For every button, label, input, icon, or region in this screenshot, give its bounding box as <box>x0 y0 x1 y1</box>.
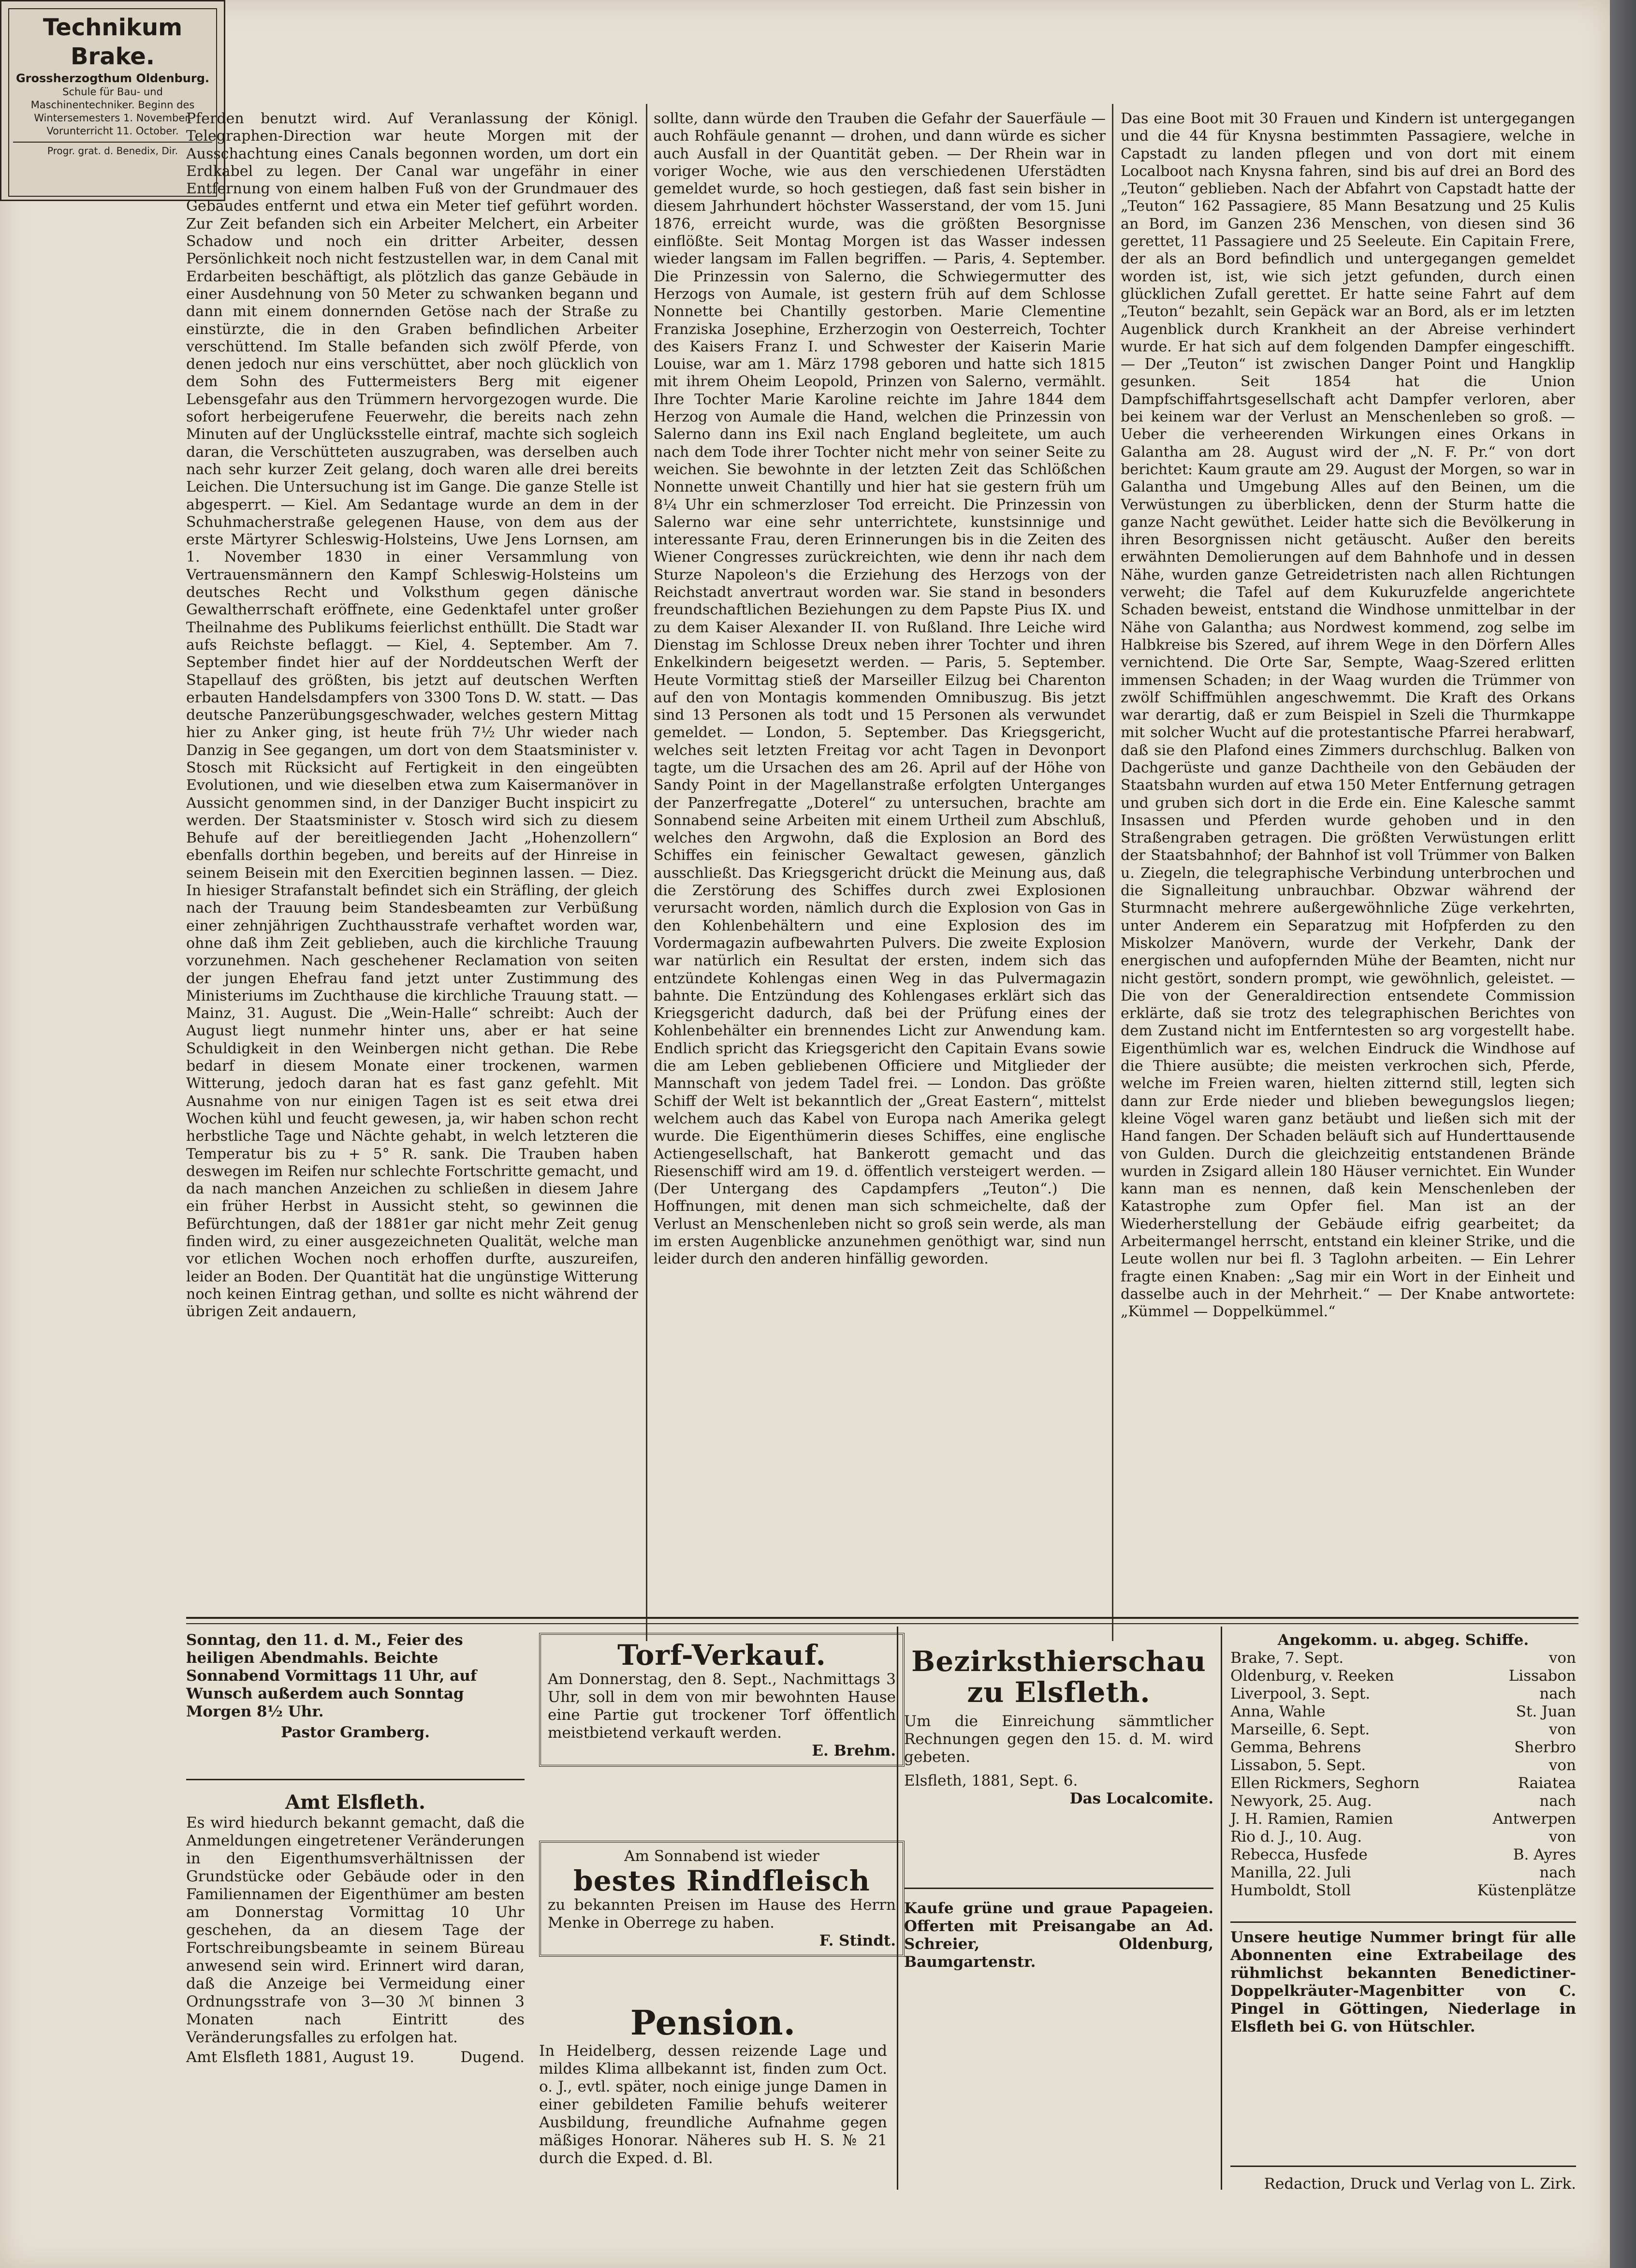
ad-text: Kaufe grüne und graue Papageien. Offerten mit Preisangabe an Ad. Schreier, Oldenburg, Baumgartenstr. <box>904 1900 1213 1971</box>
ad-text: Schule für Bau- und Maschinentechniker. Beginn des Wintersemesters 1. November. Vorunterricht 11. October. <box>30 86 195 137</box>
ad-footer: Progr. grat. d. Benedix, Dir. <box>13 142 212 157</box>
article-column-2 <box>654 110 1106 1604</box>
ad-title: bestes Rindfleisch <box>573 1864 870 1897</box>
ship-row <box>1230 1774 1576 1792</box>
column-rule <box>646 104 647 1641</box>
ad-text: Es wird hiedurch bekannt gemacht, daß die Anmeldungen eingetretener Veränderungen in den Eigenthumsverhältnissen der Grundstücke oder Gebäude oder in den Familiennamen der Eigenthümer am besten am Donnerstag Vormittag 10 Uhr geschehen, da an diesem Tage der Fortschreibungsbeamte in seinem Büreau anwesend sein wird. Erinnert wird daran, daß die Anzeige bei Vermeidung einer Ordnungsstrafe von 3—30 ℳ binnen 3 Monaten nach Eintritt des Veränderungsfalles zu erfolgen hat. <box>186 1814 525 2046</box>
imprint: Redaction, Druck und Verlag von L. Zirk. <box>1264 2175 1576 2193</box>
ad-title: Amt Elsfleth. <box>285 1791 425 1814</box>
ad-subtitle: Grossherzogthum Oldenburg. <box>15 72 209 85</box>
ad-schiffsliste <box>1230 1631 1576 1900</box>
ship-dir: St. Juan <box>1516 1703 1576 1720</box>
ad-footer-right: Dugend. <box>460 2049 525 2066</box>
ship-dir: von <box>1548 1757 1576 1774</box>
article-column-3 <box>1121 110 1575 1604</box>
column-text: Das eine Boot mit 30 Frauen und Kindern ist untergegangen und die 44 für Knysna bestimmten Passagiere, welche in Capstadt zu landen pflegen und von dort mit einem Localboot nach Knysna fahren, sind bis auf drei an Bord des „Teuton“ geblieben. Nach der Abfahrt von Capstadt hatte der „Teuton“ 162 Passagiere, 85 Mann Besatzung und 25 Kulis an Bord, im Ganzen 236 Menschen, von diesen sind 36 gerettet, 11 Passagiere und 25 Seeleute. Ein Capitain Frere, der als an Bord befindlich und untergegangen gemeldet worden ist, ist, wie sich jetzt gefunden, durch einen glücklichen Zufall gerettet. Er hatte seine Fahrt auf dem „Teuton“ bezahlt, sein Gepäck war an Bord, als er im letzten Augenblick durch Krankheit an der Abreise verhindert wurde. Er hat sich auf dem folgenden Dampfer eingeschifft. — Der „Teuton“ ist zwischen Danger Point und Hangklip gesunken. Seit 1854 hat die Union Dampfschiffahrtsgesellschaft acht Dampfer verloren, aber bei keinem war der Verlust an Menschenleben so groß. — Ueber die verheerenden Wirkungen eines Orkans in Galantha am 28. August wird der „N. F. Pr.“ von dort berichtet: Kaum graute am 29. August der Morgen, so war in Galantha und Umgebung Alles auf den Beinen, um die Verwüstungen zu überblicken, denn der Sturm hatte die ganze Nacht gewüthet. Leider hatte sich die Bevölkerung in ihren Besorgnissen nicht getäuscht. Außer den bereits erwähnten Demolierungen auf dem Bahnhofe und in dessen Nähe, wurden ganze Getreidetristen nach allen Richtungen verweht; die Tafel auf dem Kukuruzfelde angerichtete Schaden beweist, entstand die Windhose unmittelbar in der Nähe von Galantha; aus Nordwest kommend, zog selbe im Halbkreise bis Szered, auf ihrem Wege in den Dörfern Alles vernichtend. Die Orte Sar, Sempte, Waag-Szered erlitten immensen Schaden; in der Waag wurden die Trümmer von zwölf Schiffmühlen angeschwemmt. Die Kraft des Orkans war derartig, daß er zum Beispiel in Szeli die Thurmkappe mit solcher Wucht auf die protestantische Pfarrei herabwarf, daß sie den Plafond eines Zimmers durchschlug. Balken von Dachgerüste und ganze Dachtheile von den Gebäuden der Staatsbahn wurden auf etwa 150 Meter Entfernung getragen und gruben sich dort in die Erde ein. Eine Kalesche sammt Insassen und Pferden wurde gehoben und in den Straßengraben getragen. Die größten Verwüstungen erlitt der Staatsbahnhof; der Bahnhof ist voll Trümmer von Balken u. Ziegeln, die telegraphische Verbindung unterbrochen und die Signalleitung unbrauchbar. Obzwar während der Sturmnacht mehrere außergewöhnliche Züge verkehrten, unter Anderem ein Separatzug mit Hofpferden zu den Miskolzer Manövern, wurde der Verkehr, Dank der energischen und aufopfernden Mühe der Beamten, nicht nur nicht gestört, sondern prompt, wie gewöhnlich, geleistet. — Die von der Generaldirection entsendete Commission erklärte, daß sie trotz des telegraphischen Berichtes von dem Zustand nicht im Entferntesten so arg vorgestellt habe. Eigenthümlich war es, welchen Eindruck die Windhose auf die Thiere ausübte; die meisten verkrochen sich, Pferde, welche im Freien waren, hielten zitternd still, legten sich dann zur Erde nieder und blieben bewegungslos liegen; kleine Vögel waren ganz betäubt und ließen sich mit der Hand fangen. Der Schaden beläuft sich auf Hunderttausende von Gulden. Durch die gleichzeitig entstandenen Brände wurden in Zsigard allein 180 Häuser vernichtet. Ein Wunder kann man es nennen, daß kein Menschenleben der Katastrophe zum Opfer fiel. Man ist an der Wiederherstellung der Gebäude eifrig gearbeitet; da Arbeitermangel herrscht, entstand ein kleiner Strike, und die Leute wollen nur bei fl. 3 Taglohn arbeiten. — Ein Lehrer fragte einen Knaben: „Sag mir ein Wort in der Einheit und dasselbe auch in der Mehrheit.“ — Der Knabe antwortete: „Kümmel — Doppelkümmel.“ <box>1121 110 1575 1321</box>
ship-row <box>1230 1649 1576 1667</box>
ad-signature: Pastor Gramberg. <box>280 1724 430 1741</box>
article-column-1 <box>186 110 638 1604</box>
ad-text: In Heidelberg, dessen reizende Lage und mildes Klima allbekannt ist, finden zum Oct. o. J., evtl. später, noch einige junge Damen in einer gebildeten Familie behufs weiterer Ausbildung, freundliche Aufnahme gegen mäßiges Honorar. Näheres sub H. S. № 21 durch die Exped. d. Bl. <box>539 2042 887 2167</box>
ship-dir: nach <box>1539 1864 1576 1881</box>
ship-port: Manilla, 22. Juli <box>1230 1864 1351 1881</box>
ad-text: Um die Einreichung sämmtlicher Rechnungen gegen den 15. d. M. wird gebeten. <box>904 1713 1213 1766</box>
ship-dir: von <box>1548 1721 1576 1738</box>
ship-port: Gemma, Behrens <box>1230 1739 1361 1756</box>
ad-amt-elsfleth <box>186 1791 525 2066</box>
ship-dir: Antwerpen <box>1492 1810 1576 1828</box>
ad-divider <box>904 1888 1213 1889</box>
ad-column-rule <box>1221 1627 1222 2190</box>
ad-papageien <box>904 1900 1213 1971</box>
ship-dir: von <box>1548 1649 1576 1667</box>
ad-beilage-notice <box>1230 1929 1576 2036</box>
ad-intro: Am Sonnabend ist wieder <box>624 1847 819 1865</box>
page-edge-shadow <box>1610 0 1636 2268</box>
ship-row <box>1230 1882 1576 1900</box>
column-rule <box>1112 104 1113 1641</box>
ad-signature: F. Stindt. <box>819 1932 896 1949</box>
ship-port: Humboldt, Stoll <box>1230 1882 1351 1899</box>
ad-date: Elsfleth, 1881, Sept. 6. <box>904 1772 1078 1789</box>
column-text: sollte, dann würde den Trauben die Gefahr der Sauerfäule — auch Rohfäule genannt — drohen, und dann würde es sicher auch Ausfall in der Quantität geben. — Der Rhein war in voriger Woche, wie aus den verschiedenen Uferstädten gemeldet wurde, so hoch gestiegen, daß fast sein bisher in diesem Jahrhundert höchster Wasserstand, der vom 15. Juni 1876, erreicht wurde, was die größten Besorgnisse einflößte. Seit Montag Morgen ist das Wasser indessen wieder langsam im Fallen begriffen. — Paris, 4. September. Die Prinzessin von Salerno, die Schwiegermutter des Herzogs von Aumale, ist gestern früh auf dem Schlosse Nonnette bei Chantilly gestorben. Marie Clementine Franziska Josephine, Erzherzogin von Oesterreich, Tochter des Kaisers Franz I. und Schwester der Kaiserin Marie Louise, war am 1. März 1798 geboren und hatte sich 1815 mit ihrem Oheim Leopold, Prinzen von Salerno, vermählt. Ihre Tochter Marie Karoline reichte im Jahre 1844 dem Herzog von Aumale die Hand, welchen die Prinzessin von Salerno dann ins Exil nach England begleitete, um auch nach dem Tode ihrer Tochter nicht mehr von seiner Seite zu weichen. Sie bewohnte in der letzten Zeit das Schlößchen Nonnette unweit Chantilly und hier hat sie gestern früh um 8¼ Uhr ein schmerzloser Tod erreicht. Die Prinzessin von Salerno war eine sehr unterrichtete, kunstsinnige und interessante Frau, deren Erinnerungen bis in die Zeiten des Wiener Congresses zurückreichten, wie denn ihr nach dem Sturze Napoleon's die Erziehung des Herzogs von der Reichstadt anvertraut worden war. Sie stand in besonders freundschaftlichen Beziehungen zu dem Papste Pius IX. und zu dem Kaiser Alexander II. von Rußland. Ihre Leiche wird Dienstag im Schlosse Dreux neben ihrer Tochter und ihren Enkelkindern beigesetzt werden. — Paris, 5. September. Heute Vormittag stieß der Marseiller Eilzug bei Charenton auf den von Montagis kommenden Omnibuszug. Bis jetzt sind 13 Personen als todt und 15 Personen als verwundet gemeldet. — London, 5. September. Das Kriegsgericht, welches seit letzten Freitag vor acht Tagen in Devonport tagte, um die Ursachen des am 26. April auf der Höhe von Sandy Point in der Magellanstraße erfolgten Unterganges der Panzerfregatte „Doterel“ zu untersuchen, brachte am Sonnabend seine Arbeiten mit einem Urtheil zum Abschluß, welches den Argwohn, daß die Explosion an Bord des Schiffes ein feinischer Gewaltact gewesen, gänzlich ausschließt. Das Kriegsgericht drückt die Meinung aus, daß die Zerstörung des Schiffes durch zwei Explosionen verursacht worden, nämlich durch die Explosion von Gas in den Kohlenbehältern und eine Explosion des im Vordermagazin aufbewahrten Pulvers. Die zweite Explosion war natürlich ein Resultat der ersten, indem sich das entzündete Kohlengas einen Weg in das Pulvermagazin bahnte. Die Entzündung des Kohlengases erklärt sich das Kriegsgericht dadurch, daß bei der Prüfung eines der Kohlenbehälter ein brennendes Licht zur Anwendung kam. Endlich spricht das Kriegsgericht den Capitain Evans sowie die am Leben gebliebenen Officiere und Mitglieder der Mannschaft von jedem Tadel frei. — London. Das größte Schiff der Welt ist bekanntlich der „Great Eastern“, mittelst welchem auch das Kabel von Europa nach Amerika gelegt wurde. Die Eigenthümerin dieses Schiffes, eine englische Actiengesellschaft, hat Bankerott gemacht und das Riesenschiff wird am 19. d. öffentlich versteigert werden. — (Der Untergang des Capdampfers „Teuton“.) Die Hoffnungen, mit denen man sich schmeichelte, daß der Verlust an Menschenleben nicht so groß sein werde, als man im ersten Augenblicke anzunehmen genöthigt war, sind nun leider durch den anderen hinfällig geworden. <box>654 110 1106 1268</box>
ship-row <box>1230 1757 1576 1774</box>
ship-dir: B. Ayres <box>1513 1846 1576 1863</box>
ad-bezirksthierschau <box>904 1646 1213 1808</box>
ship-port: Rio d. J., 10. Aug. <box>1230 1828 1362 1846</box>
ship-dir: Lissabon <box>1508 1667 1576 1685</box>
ship-port: J. H. Ramien, Ramien <box>1230 1810 1393 1828</box>
ad-title: Pension. <box>630 2003 796 2043</box>
ship-port: Lissabon, 5. Sept. <box>1230 1757 1366 1774</box>
ad-text: Unsere heutige Nummer bringt für alle Abonnenten eine Extrabeilage des rühmlichst bekannten Benedictiner-Doppelkräuter-Magenbitter von C. Pingel in Göttingen, Niederlage in Elsfleth bei G. von Hütschler. <box>1230 1929 1576 2035</box>
ad-title: Torf-Verkauf. <box>617 1639 826 1672</box>
ad-pension <box>539 2004 887 2167</box>
ship-dir: von <box>1548 1828 1576 1846</box>
ad-signature: Das Localcomite. <box>1069 1790 1213 1807</box>
ship-dir: Sherbro <box>1514 1739 1576 1756</box>
ad-divider <box>1230 2166 1576 2167</box>
ship-row <box>1230 1703 1576 1721</box>
ad-divider <box>186 1779 525 1780</box>
ship-row <box>1230 1846 1576 1864</box>
ad-footer-left: Amt Elsfleth 1881, August 19. <box>186 2049 415 2066</box>
ad-signature: E. Brehm. <box>812 1742 896 1759</box>
ad-torf-verkauf <box>539 1633 905 1767</box>
ad-title: Technikum Brake. <box>43 14 183 70</box>
ship-row <box>1230 1739 1576 1757</box>
ad-text: Am Donnerstag, den 8. Sept., Nachmittags 3 Uhr, soll in dem von mir bewohnten Hause eine Partie gut trockener Torf öffentlich meistbietend verkauft werden. <box>548 1671 896 1742</box>
ad-title: Angekomm. u. abgeg. Schiffe. <box>1277 1631 1529 1649</box>
ship-row <box>1230 1721 1576 1739</box>
ship-dir: Küstenplätze <box>1477 1882 1576 1899</box>
ad-text: zu bekannten Preisen im Hause des Herrn Menke in Oberrege zu haben. <box>548 1896 896 1932</box>
ship-row <box>1230 1667 1576 1685</box>
ad-rindfleisch <box>539 1841 905 1957</box>
ship-port: Ellen Rickmers, Seghorn <box>1230 1774 1420 1792</box>
ship-row <box>1230 1828 1576 1846</box>
ad-abendmahl <box>186 1631 525 1742</box>
ship-port: Newyork, 25. Aug. <box>1230 1792 1372 1810</box>
ship-dir: nach <box>1539 1792 1576 1810</box>
ad-column-rule <box>897 1627 898 2190</box>
ad-title: Bezirksthierschau zu Elsfleth. <box>911 1645 1206 1709</box>
column-text: Pferden benutzt wird. Auf Veranlassung der Königl. Telegraphen-Direction war heute Morgen mit der Ausschachtung eines Canals begonnen worden, um dort ein Erdkabel zu legen. Der Canal war ungefähr in einer Entfernung von einem halben Fuß von der Grundmauer des Gebäudes entfernt und etwa ein Meter tief geführt worden. Zur Zeit befanden sich ein Arbeiter Melchert, ein Arbeiter Schadow und noch ein dritter Arbeiter, dessen Persönlichkeit noch nicht festzustellen war, in dem Canal mit Erdarbeiten beschäftigt, als plötzlich das ganze Gebäude in einer Ausdehnung von 50 Meter zu schwanken begann und dann mit einem donnernden Getöse nach der Straße zu einstürzte, die in den Graben befindlichen Arbeiter verschüttend. Im Stalle befanden sich zwölf Pferde, von denen jedoch nur eins verschüttet, aber noch glücklich von dem Sohn des Futtermeisters Berg mit eigener Lebensgefahr aus den Trümmern hervorgezogen wurde. Die sofort herbeigerufene Feuerwehr, die bereits nach zehn Minuten auf der Unglücksstelle eintraf, machte sich sogleich daran, die Verschütteten auszugraben, was derselben auch nach sehr kurzer Zeit gelang, doch waren alle drei bereits Leichen. Die Untersuchung ist im Gange. Die ganze Stelle ist abgesperrt. — Kiel. Am Sedantage wurde an dem in der Schuhmacherstraße gelegenen Hause, von dem aus der erste Märtyrer Schleswig-Holsteins, Uwe Jens Lornsen, am 1. November 1830 in einer Versammlung von Vertrauensmännern den Kampf Schleswig-Holsteins um deutsches Recht und Volksthum gegen dänische Gewaltherrschaft eröffnete, eine Gedenktafel unter großer Theilnahme des Publikums feierlichst enthüllt. Die Stadt war aufs Reichste beflaggt. — Kiel, 4. September. Am 7. September findet hier auf der Norddeutschen Werft der Stapellauf des größten, bis jetzt auf deutschen Werften erbauten Handelsdampfers von 3300 Tons D. W. statt. — Das deutsche Panzerübungsgeschwader, welches gestern Mittag hier zu Anker ging, ist heute früh 7½ Uhr wieder nach Danzig in See gegangen, um dort von dem Staatsminister v. Stosch mit Rücksicht auf Fertigkeit in den eingeübten Evolutionen, und wie dieselben etwa zum Kaisermanöver in Aussicht genommen sind, in der Danziger Bucht inspicirt zu werden. Der Staatsminister v. Stosch wird sich zu diesem Behufe auf der bereitliegenden Jacht „Hohenzollern“ ebenfalls dorthin begeben, und bereits auf der Hinreise in seinem Beisein mit den Exercitien beginnen lassen. — Diez. In hiesiger Strafanstalt befindet sich ein Sträfling, der gleich nach der Trauung beim Standesbeamten zur Verbüßung einer zehnjährigen Zuchthausstrafe verhaftet worden war, ohne daß ihm Zeit geblieben, auch die kirchliche Trauung vorzunehmen. Nach geschehener Reclamation von seiten der jungen Ehefrau fand jetzt unter Zustimmung des Ministeriums im Zuchthause die kirchliche Trauung statt. — Mainz, 31. August. Die „Wein-Halle“ schreibt: Auch der August liegt nunmehr hinter uns, aber er hat seine Schuldigkeit in den Weinbergen nicht gethan. Die Rebe bedarf in diesem Monate einer trockenen, warmen Witterung, jedoch daran hat es fast ganz gefehlt. Mit Ausnahme von nur einigen Tagen ist es seit etwa drei Wochen kühl und feucht gewesen, ja, wir haben schon recht herbstliche Tage und Nächte gehabt, in welch letzteren die Temperatur bis zu + 5° R. sank. Die Trauben haben deswegen im Reifen nur schlechte Fortschritte gemacht, und da nach manchen Anzeichen zu schließen in diesem Jahre ein früher Herbst in Aussicht steht, so gewinnen die Befürchtungen, daß der 1881er gar nicht mehr Zeit genug finden wird, zu einer ausgezeichneten Qualität, welche man vor etlichen Wochen noch erhoffen durfte, auszureifen, leider an Boden. Der Quantität hat die ungünstige Witterung noch keinen Eintrag gethan, und sollte es nicht während der übrigen Zeit andauern, <box>186 110 638 1321</box>
ship-row <box>1230 1792 1576 1810</box>
ship-dir: Raiatea <box>1518 1774 1576 1792</box>
ship-port: Anna, Wahle <box>1230 1703 1326 1720</box>
ship-port: Marseille, 6. Sept. <box>1230 1721 1370 1738</box>
ship-port: Liverpool, 3. Sept. <box>1230 1685 1371 1702</box>
section-divider <box>186 1623 1578 1624</box>
ad-text: Sonntag, den 11. d. M., Feier des heiligen Abendmahls. Beichte Sonnabend Vormittags 11 Uhr, auf Wunsch außerdem auch Sonntag Morgen 8½ Uhr. <box>186 1631 477 1720</box>
ship-port: Oldenburg, v. Reeken <box>1230 1667 1394 1685</box>
ship-dir: nach <box>1539 1685 1576 1702</box>
ship-row <box>1230 1810 1576 1828</box>
ship-port: Rebecca, Husfede <box>1230 1846 1368 1863</box>
section-divider <box>186 1617 1578 1619</box>
ad-divider <box>1230 1921 1576 1923</box>
ship-row <box>1230 1685 1576 1703</box>
ship-row <box>1230 1864 1576 1882</box>
ship-port: Brake, 7. Sept. <box>1230 1649 1344 1667</box>
